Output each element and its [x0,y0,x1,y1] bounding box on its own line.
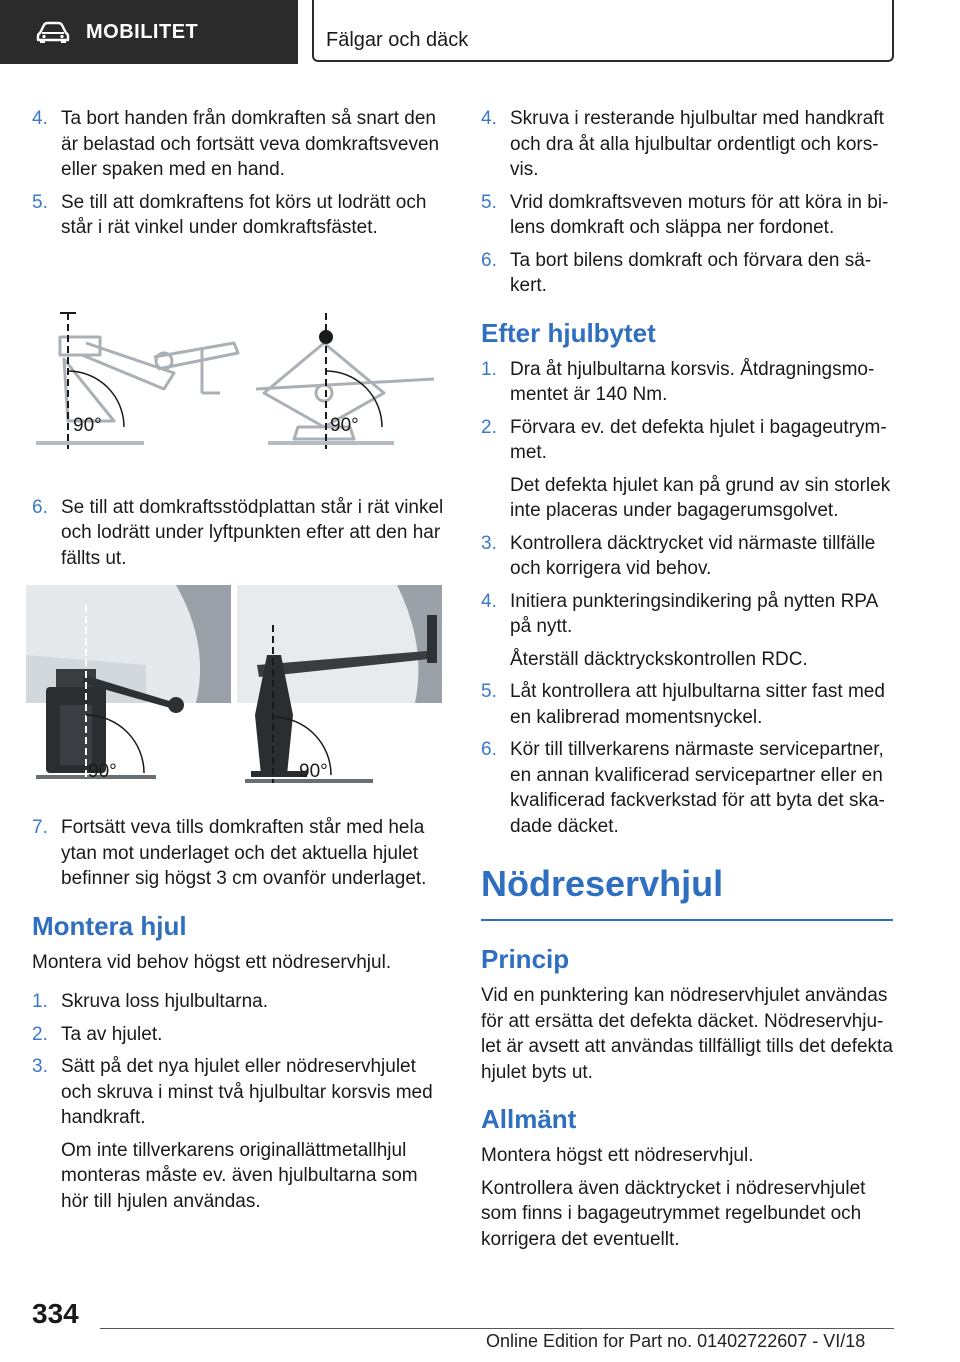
list-item [32,495,444,572]
heading-efter-hjulbytet: Efter hjulbytet [481,317,656,348]
step-text: Förvara ev. det defekta hjulet i bagageutrym-met. [510,416,887,463]
step-text: Fortsätt veva tills domkraften står med hela ytan mot underlaget och det aktuella hjulet befinner sig högst 3 cm ovanför underlaget. [61,817,427,889]
list-item [32,1022,444,1048]
list-item [32,190,444,241]
car-icon [36,21,70,43]
list-item [481,737,893,839]
list-item [481,357,893,408]
step-number: 4. [32,108,48,129]
step-text: Ta bort bilens domkraft och förvara den sä-kert. [510,249,872,296]
step-number: 2. [481,416,497,438]
step-number: 5. [481,681,497,702]
angle-label: 90° [73,414,102,436]
allmant-text-2: Kontrollera även däcktrycket i nödreservhjulet som finns i bagageutrymmet regelbundet och korrigera det eventuellt. [481,1177,866,1250]
step-number: 1. [32,991,48,1012]
list-item [481,106,893,183]
list-item [481,190,893,241]
step-number: 4. [481,108,497,129]
chapter-header [312,0,894,62]
step-number: 6. [481,249,497,271]
step-number: 1. [481,358,497,380]
step-note: Om inte tillverkarens originallättmetallhjul monteras måste ev. även hjulbultarna som hör till hjulen användas. [61,1139,418,1212]
list-item [32,1054,444,1214]
list-item [32,106,444,183]
step-number: 5. [32,191,48,213]
left-column [32,106,444,1221]
section-tab [0,0,298,64]
jack-angle-illustration [24,309,436,469]
edition-text: Online Edition for Part no. 01402722607 - VI/18 [486,1331,866,1351]
step-text: Skruva loss hjulbultarna. [61,991,268,1012]
step-text: Skruva i resterande hjulbultar med handkraft och dra åt alla hjulbultar ordentligt och kors-vis. [510,108,884,180]
step-number: 5. [481,191,497,213]
step-text: Vrid domkraftsveven moturs för att köra in bi-lens domkraft och släppa ner fordonet. [510,191,889,238]
step-number: 3. [481,532,497,554]
heading-allmant: Allmänt [481,1104,577,1134]
step-number: 6. [481,739,497,760]
step-text: Sätt på det nya hjulet eller nödreservhjulet och skruva i minst två hjulbultar korsvis med handkraft. [61,1056,433,1128]
list-item [481,415,893,524]
step-number: 2. [32,1023,48,1045]
step-text: Se till att domkraftsstödplattan står i rät vinkel och lodrätt under lyftpunkten efter att den har fällts ut. [61,496,444,569]
section-label: MOBILITET [86,20,199,43]
chapter-title: Fälgar och däck [326,29,469,51]
angle-label: 90° [299,761,328,782]
angle-label: 90° [88,761,117,782]
list-item [32,989,444,1015]
step-text: Dra åt hjulbultarna korsvis. Åtdragningsmo-mentet är 140 Nm. [510,358,875,405]
jack-photo-left [26,585,231,789]
step-note: Återställ däcktryckskontrollen RDC. [510,648,808,670]
princip-text: Vid en punktering kan nödreservhjulet användas för att ersätta det defekta däcket. Nödreservhju-let är avsett att användas tillfälligt tills det defekta hjulet byts ut. [481,985,893,1083]
heading-princip: Princip [481,944,570,974]
montera-intro: Montera vid behov högst ett nödreservhjul. [32,951,392,973]
allmant-text-1: Montera högst ett nödreservhjul. [481,1145,754,1166]
step-number: 7. [32,817,48,838]
step-text: Kör till tillverkarens närmaste servicepartner, en annan kvalificerad servicepartner eller en kvalificerad fackverkstad för att byta det ska-dade däcket. [510,739,885,837]
heading-nodreservhjul: Nödreservhjul [481,863,893,921]
list-item [481,531,893,582]
angle-label: 90° [330,414,359,436]
step-text: Kontrollera däcktrycket vid närmaste tillfälle och korrigera vid behov. [510,532,876,579]
step-note: Det defekta hjulet kan på grund av sin storlek inte placeras under bagagerumsgolvet. [510,474,891,521]
list-item [481,589,893,673]
step-number: 4. [481,590,497,612]
jack-photo-right [237,585,442,789]
page-number: 334 [32,1298,79,1329]
step-number: 6. [32,496,48,518]
step-text: Se till att domkraftens fot körs ut lodrätt och står i rät vinkel under domkraftsfästet. [61,191,427,238]
list-item [481,248,893,299]
footer-edition [486,1331,865,1352]
step-text: Ta bort handen från domkraften så snart den är belastad och fortsätt veva domkraftsveven eller spaken med en hand. [61,108,440,180]
step-text: Ta av hjulet. [61,1023,163,1045]
right-column [481,106,893,1259]
step-number: 3. [32,1056,48,1077]
list-item [32,815,444,892]
step-text: Låt kontrollera att hjulbultarna sitter fast med en kalibrerad momentsnyckel. [510,681,885,728]
heading-montera-hjul: Montera hjul [32,910,187,941]
jack-photos [26,585,442,789]
list-item [481,679,893,730]
step-text: Initiera punkteringsindikering på nytten RPA på nytt. [510,590,878,637]
footer-rule [100,1328,894,1329]
